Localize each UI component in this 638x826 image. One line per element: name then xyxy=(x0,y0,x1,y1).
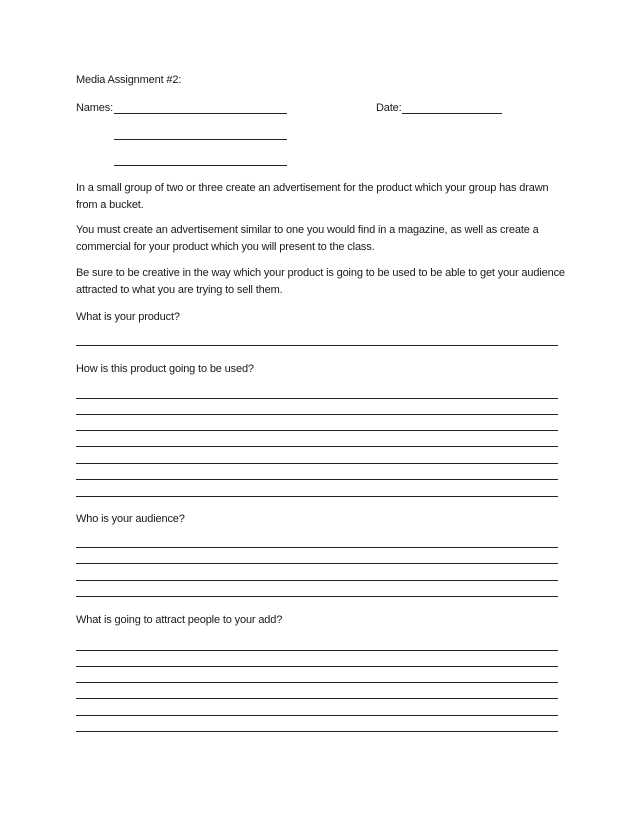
answer-line[interactable] xyxy=(76,682,558,683)
answer-line[interactable] xyxy=(76,596,558,597)
instruction-paragraph-1: In a small group of two or three create an advertisement for the product which your group has drawn from a bucket. xyxy=(76,182,549,211)
name-blank-3[interactable] xyxy=(114,165,287,166)
question-audience: Who is your audience? xyxy=(76,513,185,525)
answer-line[interactable] xyxy=(76,563,558,564)
answer-line[interactable] xyxy=(76,650,558,651)
answer-line[interactable] xyxy=(76,580,558,581)
answer-line[interactable] xyxy=(76,446,558,447)
answer-line[interactable] xyxy=(76,731,558,732)
answer-line[interactable] xyxy=(76,345,558,346)
date-label: Date: xyxy=(376,102,402,114)
answer-line[interactable] xyxy=(76,479,558,480)
assignment-title: Media Assignment #2: xyxy=(76,74,182,86)
instruction-paragraph-3: Be sure to be creative in the way which your product is going to be used to be able to get your audience attracted to what you are trying to sell them. xyxy=(76,267,565,296)
instruction-paragraph-2: You must create an advertisement similar to one you would find in a magazine, as well as create a commercial for your product which you will present to the class. xyxy=(76,224,539,253)
answer-line[interactable] xyxy=(76,547,558,548)
name-blank-1[interactable] xyxy=(114,113,287,114)
answer-line[interactable] xyxy=(76,430,558,431)
date-blank[interactable] xyxy=(402,113,502,114)
names-label: Names: xyxy=(76,102,113,114)
answer-line[interactable] xyxy=(76,463,558,464)
question-usage: How is this product going to be used? xyxy=(76,363,254,375)
answer-line[interactable] xyxy=(76,715,558,716)
question-product: What is your product? xyxy=(76,311,180,323)
answer-line[interactable] xyxy=(76,666,558,667)
name-blank-2[interactable] xyxy=(114,139,287,140)
answer-line[interactable] xyxy=(76,398,558,399)
answer-line[interactable] xyxy=(76,414,558,415)
question-attraction: What is going to attract people to your add? xyxy=(76,614,283,626)
answer-line[interactable] xyxy=(76,698,558,699)
answer-line[interactable] xyxy=(76,496,558,497)
